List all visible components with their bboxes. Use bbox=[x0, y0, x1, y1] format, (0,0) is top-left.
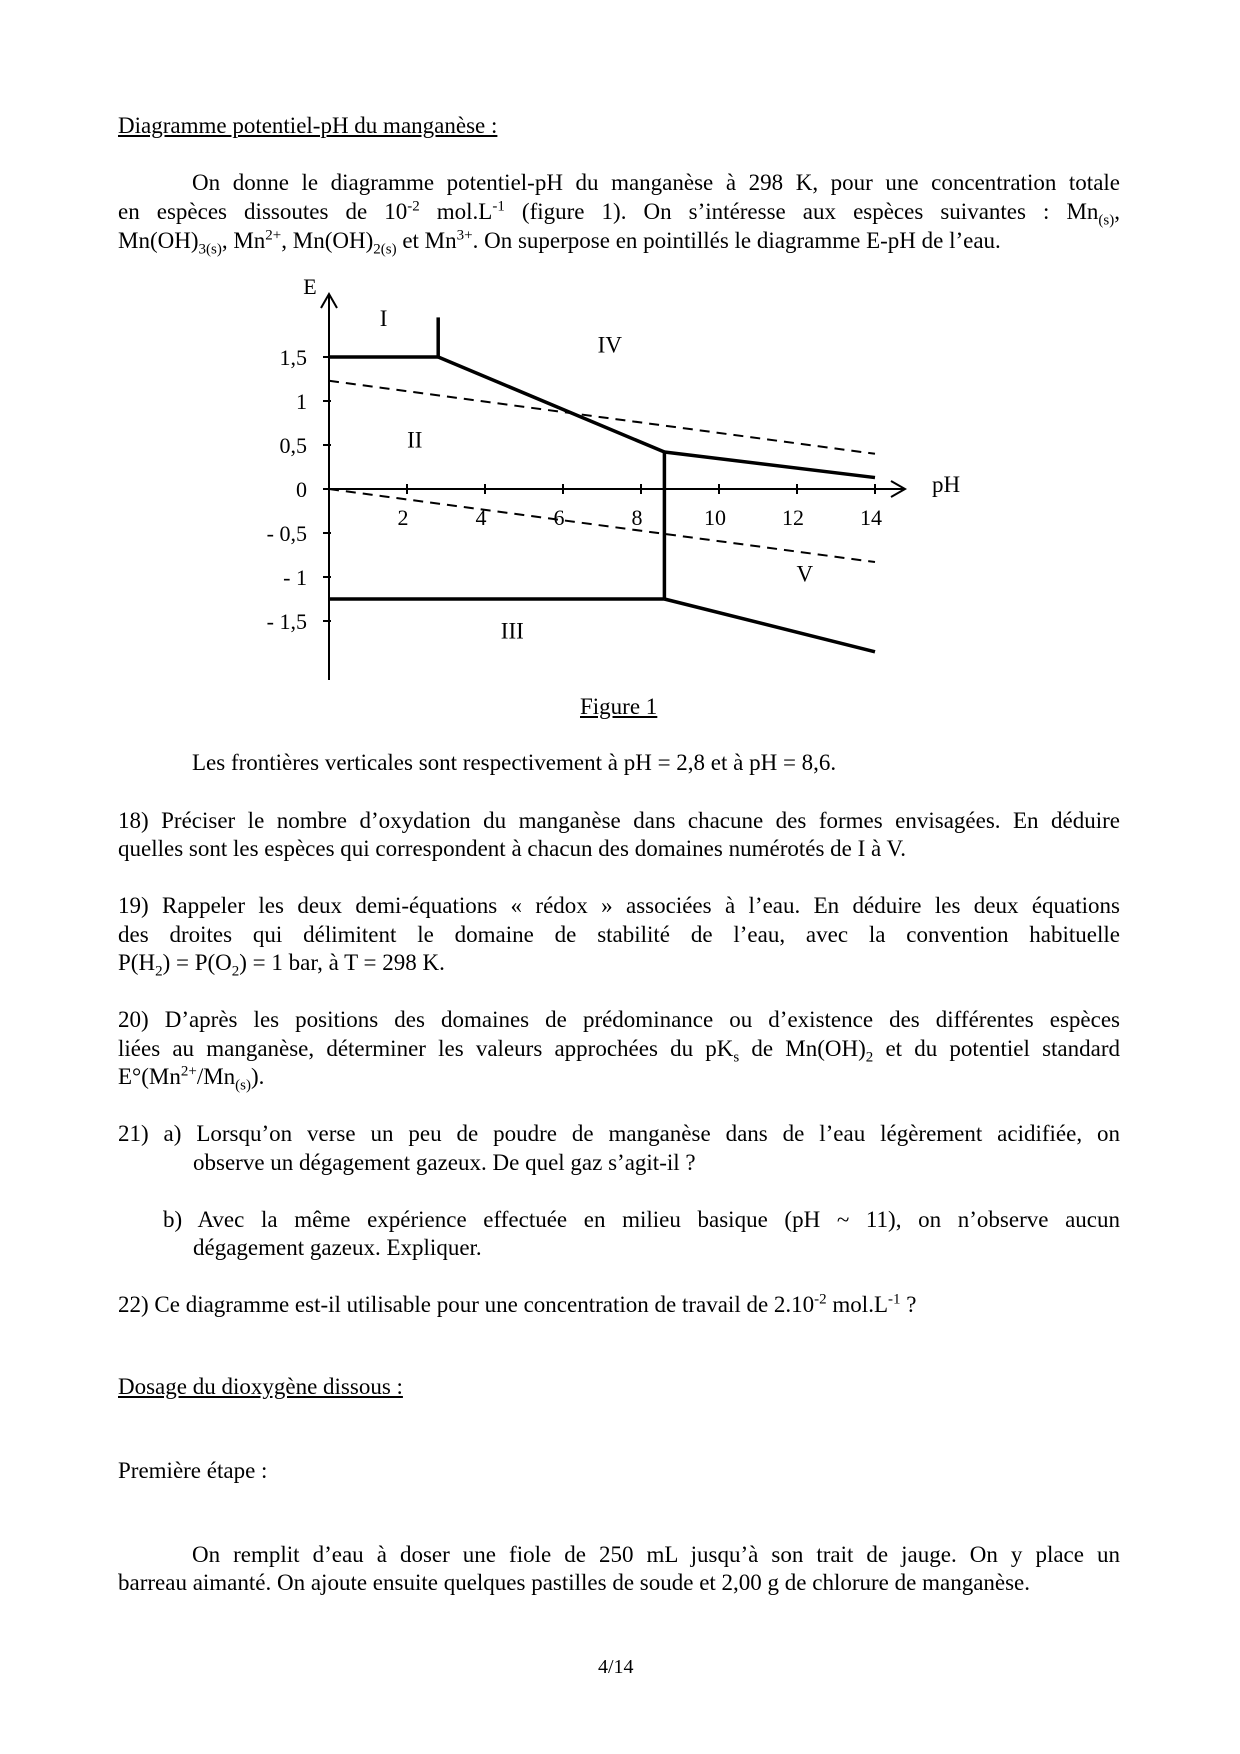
page-number: 4/14 bbox=[598, 1656, 634, 1678]
q19-line-1: 19) Rappeler les deux demi-équations « rédox » associées à l’eau. En déduire les deux équations bbox=[118, 893, 1120, 918]
x-tick-label-2: 2 bbox=[397, 505, 409, 530]
q20-line-2: liées au manganèse, déterminer les valeurs approchées du $pK_s$ de $Mn(OH)_2$ et du potentiel standard bbox=[118, 1036, 1120, 1066]
procedure-line-1: On remplit d’eau à doser une fiole de 250 mL jusqu’à son trait de jauge. On y place un bbox=[192, 1542, 1120, 1567]
intro-line-2: en espèces dissoutes de $10^{-2}$ $mol.L^{-1}$ (figure 1). On s’intéresse aux espèces suivantes : $Mn_{(s)}$, bbox=[118, 198, 1120, 229]
x-tick-label-12: 12 bbox=[782, 505, 804, 530]
line-frontiere-III-V bbox=[664, 599, 875, 652]
region-label-II: II bbox=[407, 427, 423, 453]
potential-ph-diagram bbox=[0, 0, 1240, 700]
region-label-I: I bbox=[379, 306, 388, 332]
section-title-diagramme: Diagramme potentiel-pH du manganèse : bbox=[118, 113, 498, 138]
x-tick-label-10: 10 bbox=[704, 505, 726, 530]
y-tick-label-1_5: 1,5 bbox=[279, 345, 307, 370]
y-tick-label-1: 1 bbox=[296, 389, 307, 414]
region-label-IV: IV bbox=[597, 332, 622, 358]
y-tick-label-0: 0 bbox=[296, 477, 307, 502]
q18-line-2: quelles sont les espèces qui correspondent à chacun des domaines numérotés de I à V. bbox=[118, 836, 906, 861]
procedure-line-2: barreau aimanté. On ajoute ensuite quelques pastilles de soude et 2,00 g de chlorure de manganèse. bbox=[118, 1570, 1031, 1595]
x-tick-label-4: 4 bbox=[475, 505, 487, 530]
q19-line-2: des droites qui délimitent le domaine de stabilité de l’eau, avec la convention habituelle bbox=[118, 922, 1120, 947]
y-tick-label--0_5: - 0,5 bbox=[266, 521, 307, 546]
q21a-line-2: observe un dégagement gazeux. De quel gaz s’agit-il ? bbox=[193, 1150, 696, 1175]
figure-caption: Figure 1 bbox=[580, 694, 658, 719]
y-axis-label: E bbox=[303, 274, 317, 299]
x-tick-label-8: 8 bbox=[631, 505, 643, 530]
section-title-dosage: Dosage du dioxygène dissous : bbox=[118, 1374, 403, 1399]
q19-line-3: $P(H_2) = P(O_2) = 1$ bar, à T = 298 K. bbox=[118, 950, 445, 980]
q21b-line-1: b) Avec la même expérience effectuée en milieu basique (pH ~ 11), on n’observe aucun bbox=[163, 1207, 1120, 1232]
region-label-V: V bbox=[796, 561, 814, 587]
q20-line-3: $E^\circ(Mn^{2+}/Mn_{(s)})$. bbox=[118, 1063, 265, 1094]
step-title: Première étape : bbox=[118, 1458, 268, 1483]
line-frontiere-IV-V bbox=[664, 452, 875, 478]
q21b-line-2: dégagement gazeux. Expliquer. bbox=[193, 1235, 482, 1260]
y-tick-label-0_5: 0,5 bbox=[279, 433, 307, 458]
x-tick-label-14: 14 bbox=[860, 505, 882, 530]
intro-line-1: On donne le diagramme potentiel-pH du manganèse à 298 K, pour une concentration totale bbox=[192, 170, 1120, 195]
x-axis-label: pH bbox=[932, 472, 961, 497]
intro-line-3: $Mn(OH)_{3(s)}$, $Mn^{2+}$, $Mn(OH)_{2(s)}$ et $Mn^{3+}$. On superpose en pointillés le diagramme E-pH de l’eau. bbox=[118, 227, 1001, 258]
q20-line-1: 20) D’après les positions des domaines de prédominance ou d’existence des différentes espèces bbox=[118, 1007, 1120, 1032]
line-frontiere-II-IV bbox=[438, 357, 664, 452]
x-tick-label-6: 6 bbox=[553, 505, 565, 530]
frontiers-note: Les frontières verticales sont respectivement à pH = 2,8 et à pH = 8,6. bbox=[192, 750, 837, 775]
y-tick-label--1_5: - 1,5 bbox=[266, 609, 307, 634]
region-label-III: III bbox=[500, 618, 524, 644]
q22-line: 22) Ce diagramme est-il utilisable pour une concentration de travail de $2.10^{-2}$ $mol.L^{-1}$ ? bbox=[118, 1291, 917, 1317]
q18-line-1: 18) Préciser le nombre d’oxydation du manganèse dans chacune des formes envisagées. En déduire bbox=[118, 808, 1120, 833]
y-tick-label--1: - 1 bbox=[283, 565, 307, 590]
q21a-line-1: 21) a) Lorsqu’on verse un peu de poudre de manganèse dans de l’eau légèrement acidifiée, on bbox=[118, 1121, 1120, 1146]
